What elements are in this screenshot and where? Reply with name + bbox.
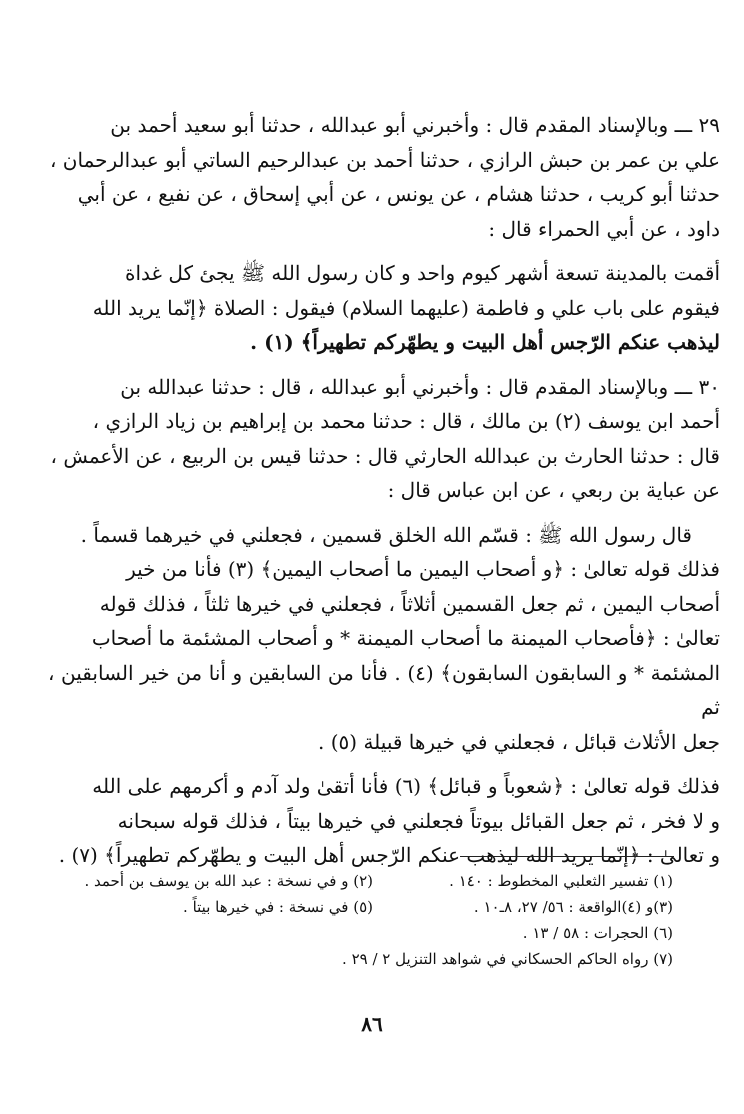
footnotes bbox=[48, 868, 673, 972]
text-line: المشئمة * و السابقون السابقون﴾ (٤) . فأنا من السابقين و أنا من خير السابقين ، ثم bbox=[48, 660, 721, 719]
text-line: و لا فخر ، ثم جعل القبائل بيوتاً فجعلني في خيرها بيتاً ، فذلك قوله سبحانه bbox=[117, 808, 720, 833]
paragraph-29-chain bbox=[48, 108, 720, 246]
paragraph-30-chain bbox=[48, 370, 720, 508]
paragraph-30-hadith bbox=[48, 518, 720, 760]
text-line: أحمد ابن يوسف (۲) بن مالك ، قال : حدثنا محمد بن إبراهيم بن زياد الرازي ، bbox=[92, 409, 720, 433]
text-line: ۳۰ ـــ وبالإسناد المقدم قال : وأخبرني أبو عبدالله ، قال : حدثنا عبدالله بن bbox=[120, 374, 720, 399]
text-line: ۲۹ ـــ وبالإسناد المقدم قال : وأخبرني أبو عبدالله ، حدثنا أبو سعيد أحمد بن bbox=[110, 113, 720, 137]
text-line: قال رسول الله ﷺ : قسّم الله الخلق قسمين ، فجعلني في خيرهما قسماً . bbox=[80, 522, 692, 547]
text-line: جعل الأثلاث قبائل ، فجعلني في خيرها قبيلة (٥) . bbox=[318, 729, 720, 754]
footnote-6: (٦) الحجرات : ٥۸ / ۱۳ . bbox=[522, 924, 673, 942]
text-line: علي بن عمر بن حبش الرازي ، حدثنا أحمد بن عبدالرحيم الساتي أبو عبدالرحمان ، bbox=[49, 147, 720, 172]
footnote-1: (۱) تفسير الثعلبي المخطوط : ۱٤٠ . bbox=[449, 872, 673, 890]
text-line: ليذهب عنكم الرّجس أهل البيت و يطهّركم تطهيراً﴾ (۱) . bbox=[250, 330, 720, 354]
text-line: أصحاب اليمين ، ثم جعل القسمين أثلاثاً ، فجعلني في خيرها ثلثاً ، فذلك قوله bbox=[99, 591, 720, 616]
footnote-7: (۷) رواه الحاكم الحسكاني في شواهد التنزيل ۲ / ۲۹ . bbox=[342, 950, 673, 968]
footnote-3-4: (۳)و (٤)الواقعة : ٥٦/ ۲۷، ۸ـ۱٠ . bbox=[473, 898, 673, 916]
page-number: ۸٦ bbox=[361, 1012, 383, 1036]
text-line: حدثنا أبو كريب ، حدثنا هشام ، عن يونس ، عن أبي إسحاق ، عن نفيع ، عن أبي bbox=[77, 182, 720, 206]
footnote-2: (۲) و في نسخة : عبد الله بن يوسف بن أحمد . bbox=[84, 872, 373, 890]
paragraph-29-hadith bbox=[48, 256, 720, 360]
text-line: و تعالىٰ : ﴿إنّما يريد الله ليذهب عنكم الرّجس أهل البيت و يطهّركم تطهيراً﴾ (۷) . bbox=[58, 843, 720, 867]
text-line: تعالىٰ : ﴿فأصحاب الميمنة ما أصحاب الميمنة * و أصحاب المشئمة ما أصحاب bbox=[91, 626, 720, 650]
text-line: داود ، عن أبي الحمراء قال : bbox=[488, 216, 720, 241]
text-line: فذلك قوله تعالىٰ : ﴿شعوباً و قبائل﴾ (٦) فأنا أتقىٰ ولد آدم و أكرمهم على الله bbox=[92, 774, 720, 798]
text-line: عن عباية بن ربعي ، عن ابن عباس قال : bbox=[387, 478, 720, 502]
text-line: قال : حدثنا الحارث بن عبدالله الحارثي قال : حدثنا قيس بن الربيع ، عن الأعمش ، bbox=[50, 443, 720, 468]
text-line: فيقوم على باب علي و فاطمة (عليهما السلام) فيقول : الصلاة ﴿إنّما يريد الله bbox=[92, 295, 720, 320]
text-line: فذلك قوله تعالىٰ : ﴿و أصحاب اليمين ما أصحاب اليمين﴾ (۳) فأنا من خير bbox=[126, 557, 720, 581]
text-line: أقمت بالمدينة تسعة أشهر كيوم واحد و كان رسول الله ﷺ يجئ كل غداة bbox=[125, 261, 720, 285]
footnote-divider bbox=[460, 856, 674, 857]
footnote-5: (٥) في نسخة : في خيرها بيتاً . bbox=[183, 898, 373, 916]
main-text bbox=[48, 108, 720, 873]
